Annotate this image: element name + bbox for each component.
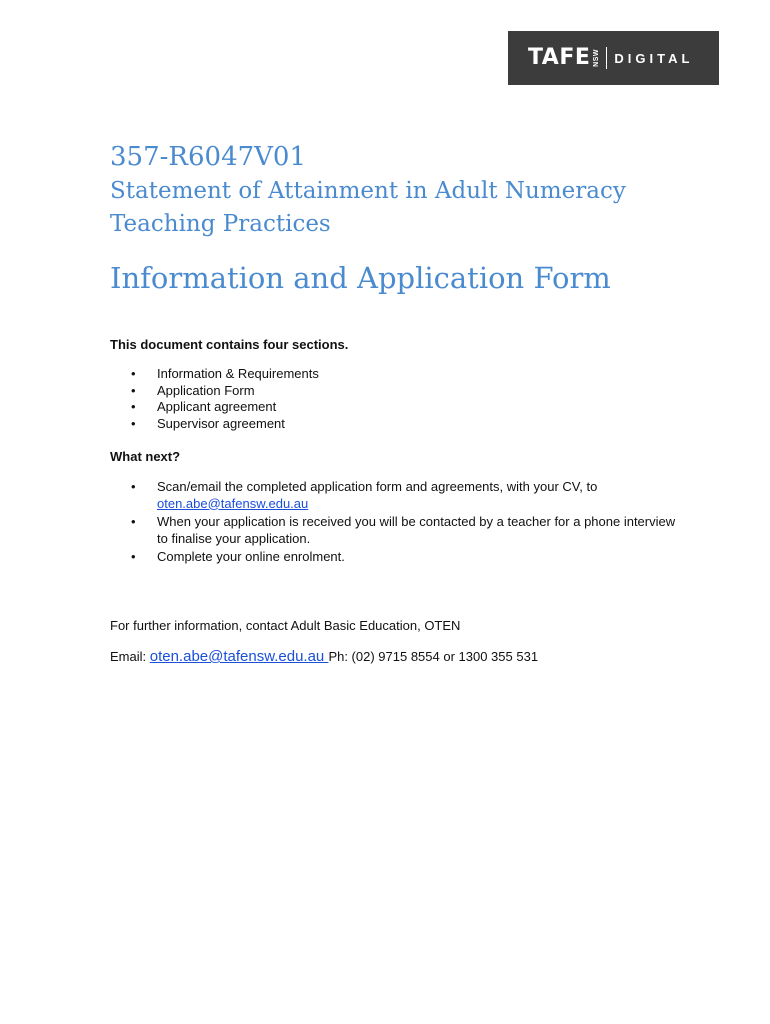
list-item	[110, 479, 680, 512]
course-title	[110, 175, 626, 241]
submission-email-link[interactable]: oten.abe@tafensw.edu.au	[157, 495, 309, 511]
list-item: • When your application is received you will be contacted by a teacher for a phone interview to finalise your application.	[110, 514, 680, 547]
logo-divider	[606, 47, 607, 69]
logo-division: DIGITAL	[614, 50, 694, 66]
sections-heading: This document contains four sections.	[110, 337, 349, 352]
sections-list	[110, 366, 680, 432]
course-title-line-1: Statement of Attainment in Adult Numeracy	[110, 178, 626, 204]
list-item: • Applicant agreement	[110, 399, 680, 416]
contact-email-link[interactable]: oten.abe@tafensw.edu.au	[149, 648, 329, 665]
contact-line	[110, 648, 538, 666]
what-next-heading: What next?	[110, 449, 181, 464]
course-title-line-2: Teaching Practices	[110, 211, 331, 237]
email-label: Email:	[110, 649, 150, 664]
step-scan-email-text: Scan/email the completed application form and agreements, with your CV, to	[157, 479, 598, 494]
further-info-text: For further information, contact Adult Basic Education, OTEN	[110, 618, 461, 633]
logo-brand: TAFE	[528, 45, 591, 70]
logo-state: NSW	[593, 49, 601, 67]
list-item: • Information & Requirements	[110, 366, 680, 383]
form-title: Information and Application Form	[110, 261, 611, 295]
next-steps-list	[110, 479, 680, 568]
phone-text: Ph: (02) 9715 8554 or 1300 355 531	[328, 649, 539, 664]
tafe-digital-logo	[508, 31, 719, 85]
list-item: • Application Form	[110, 383, 680, 400]
list-item: • Supervisor agreement	[110, 416, 680, 433]
list-item: • Complete your online enrolment.	[110, 549, 680, 566]
course-code: 357-R6047V01	[110, 142, 307, 172]
